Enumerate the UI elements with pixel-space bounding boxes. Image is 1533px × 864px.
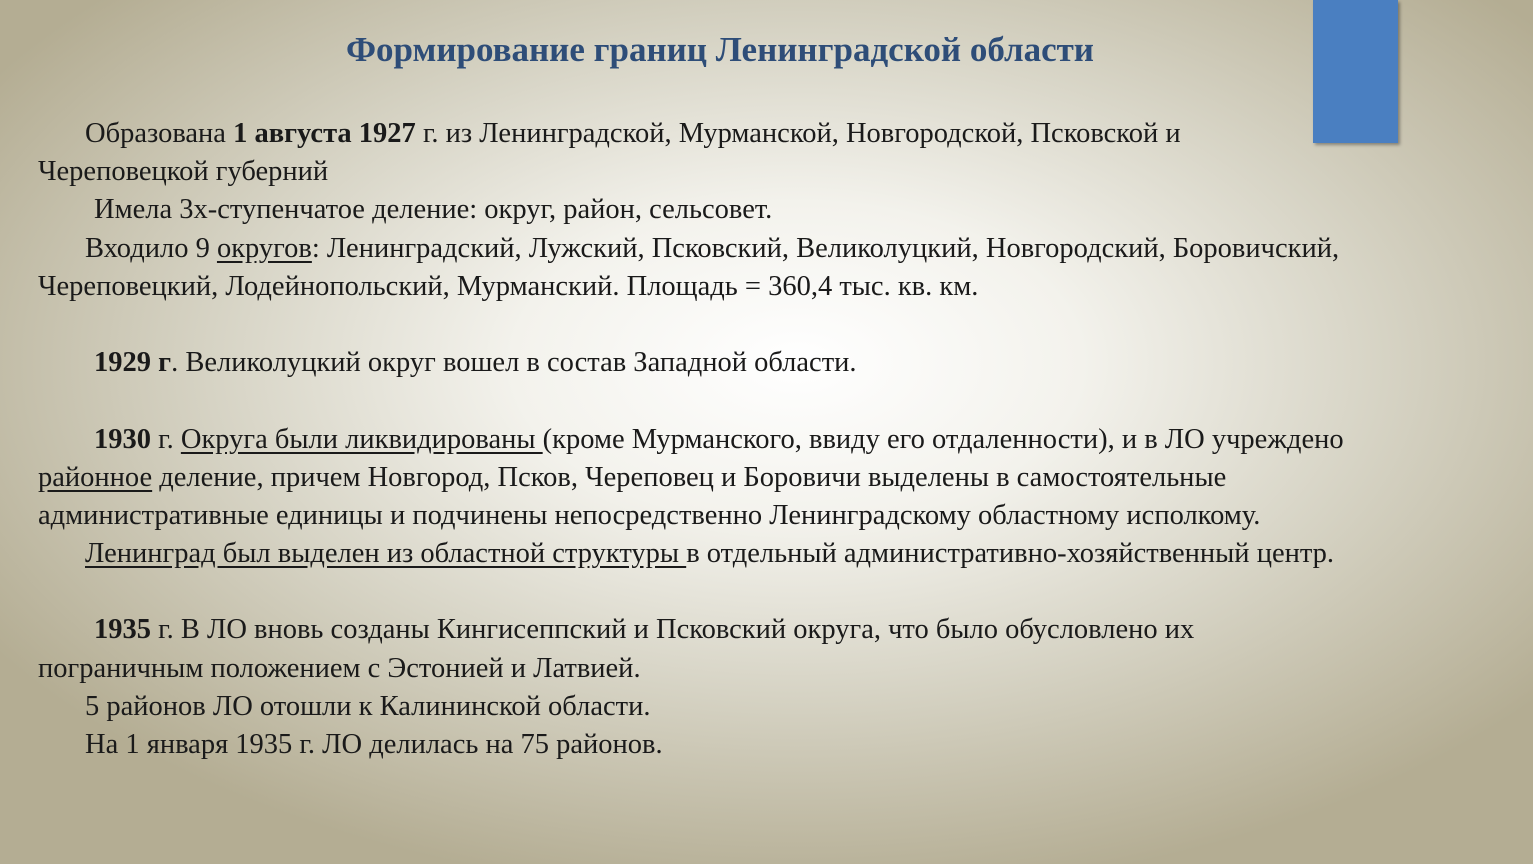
paragraph-1930-cont: районное деление, причем Новгород, Псков, Череповец и Боровичи выделены в самостоятельные	[38, 461, 1227, 493]
paragraph-1935: 1935 г. В ЛО вновь созданы Кингисеппский и Псковский округа, что было обусловлено их	[94, 614, 1195, 646]
blank-line	[38, 382, 1508, 420]
paragraph-formation-cont: Череповецкой губерний	[38, 156, 329, 188]
paragraph-75-districts: На 1 января 1935 г. ЛО делилась на 75 районов.	[85, 729, 663, 760]
blank-line	[38, 306, 1508, 344]
paragraph-division: Имела 3х-ступенчатое деление: округ, район, сельсовет.	[94, 194, 773, 226]
slide-title: Формирование границ Ленинградской области	[346, 30, 1094, 69]
paragraph-formation: Образована 1 августа 1927 г. из Ленинградской, Мурманской, Новгородской, Псковской и	[85, 118, 1181, 149]
paragraph-leningrad: Ленинград был выделен из областной структуры в отдельный административно-хозяйственный центр.	[85, 538, 1335, 570]
slide-body	[38, 115, 1508, 764]
paragraph-1929: 1929 г. Великолуцкий округ вошел в состав Западной области.	[94, 347, 857, 379]
paragraph-kalinin: 5 районов ЛО отошли к Калининской области.	[85, 690, 651, 722]
blank-line	[38, 573, 1508, 611]
paragraph-1930-cont2: административные единицы и подчинены непосредственно Ленинградскому областному исполкому.	[38, 499, 1261, 531]
paragraph-1930: 1930 г. Округа были ликвидированы (кроме Мурманского, ввиду его отдаленности), и в ЛО учреждено	[94, 423, 1344, 455]
paragraph-districts: Входило 9 округов: Ленинградский, Лужский, Псковский, Великолуцкий, Новгородский, Боровичский,	[85, 232, 1340, 264]
paragraph-districts-cont: Череповецкий, Лодейнопольский, Мурманский. Площадь = 360,4 тыс. кв. км.	[38, 270, 979, 302]
paragraph-1935-cont: пограничным положением с Эстонией и Латвией.	[38, 652, 641, 684]
